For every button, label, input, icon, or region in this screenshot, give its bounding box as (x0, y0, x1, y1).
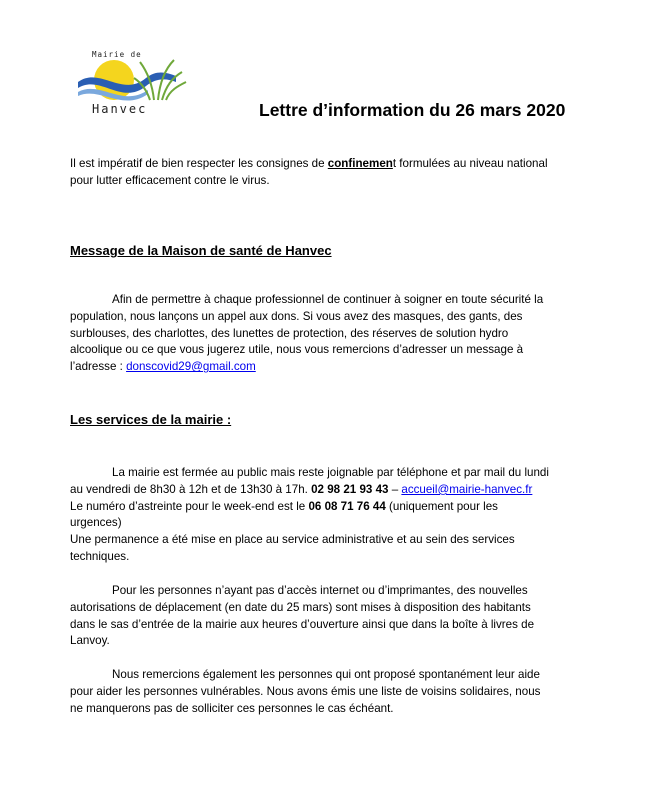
mairie-email-link[interactable]: accueil@mairie-hanvec.fr (401, 482, 533, 496)
mairie-logo (70, 16, 194, 116)
section-heading-maison-sante: Message de la Maison de santé de Hanvec (70, 243, 332, 258)
intro-paragraph: Il est impératif de bien respecter les consignes de confinement formulées au niveau national pour lutter efficacement contre le virus. (70, 157, 548, 187)
logo-top-text: Mairie de (92, 50, 142, 59)
logo-graphic (70, 16, 194, 116)
autorisations-paragraph: Pour les personnes n’ayant pas d’accès internet ou d’imprimantes, des nouvelles autorisations de déplacement (en date du 25 mars) sont mises à disposition des habitants dans le sas d’entrée de la mairie aux heures d’ouverture ainsi que dans la boîte à livres de Lanvoy. (70, 584, 535, 648)
astreinte-phone: 06 08 71 76 44 (308, 499, 386, 513)
confinement-emphasis: confinemen (327, 157, 393, 170)
section-heading-services-mairie: Les services de la mairie : (70, 412, 232, 427)
voisins-solidaires-paragraph: Nous remercions également les personnes qui ont proposé spontanément leur aide pour aider les personnes vulnérables. Nous avons émis une liste de voisins solidaires, nous ne manquerons pas de solliciter ces personnes le cas échéant. (70, 668, 541, 715)
page-title: Lettre d’information du 26 mars 2020 (259, 100, 566, 120)
maison-sante-paragraph: Afin de permettre à chaque professionnel de continuer à soigner en toute sécurité la population, nous lançons un appel aux dons. Si vous avez des masques, des gants, des surblouses, des charlottes, des lunettes de protection, des réserves de solution hydro alcoolique ou ce que vous jugerez utile, nous vous remercions d’adresser un message à l’adresse : donscovid29@gmail.com (70, 293, 544, 374)
logo-bottom-text: Hanvec (92, 102, 148, 116)
mairie-phone: 02 98 21 93 43 (311, 482, 389, 496)
mairie-contact-paragraph: La mairie est fermée au public mais reste joignable par téléphone et par mail du lundi au vendredi de 8h30 à 12h et de 13h30 à 17h. 02 98 21 93 43 – accueil@mairie-hanvec.fr Le numéro d’astreinte pour le week-end est le 06 08 71 76 44 (uniquement pour les urgences) Une permanence a été mise en place au service administrative et au sein des services techniques. (70, 466, 549, 563)
dons-email-link[interactable]: donscovid29@gmail.com (126, 360, 256, 374)
